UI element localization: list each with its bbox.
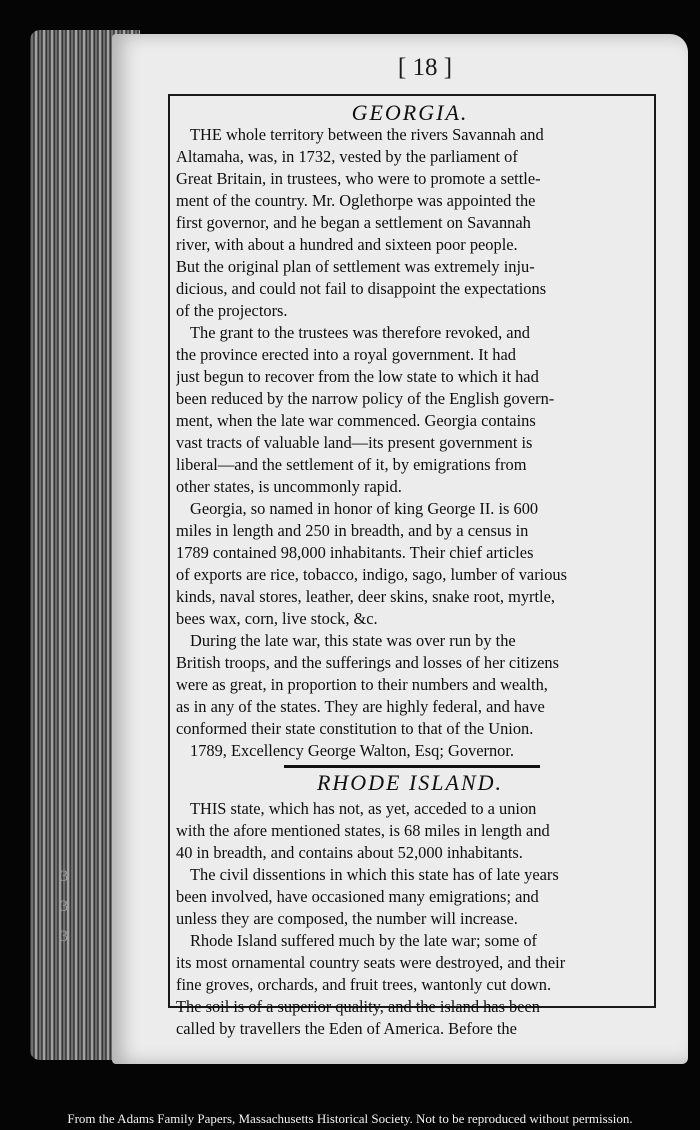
section-title-rhode-island: RHODE ISLAND. [316, 770, 504, 795]
body-line: river, with about a hundred and sixteen poor people. [176, 235, 518, 254]
body-line: During the late war, this state was over run by the [190, 631, 516, 650]
body-line: conformed their state constitution to that of the Union. [176, 719, 534, 738]
margin-mark: 3 [60, 928, 68, 945]
section-divider [284, 765, 540, 768]
body-line: Great Britain, in trustees, who were to promote a settle- [176, 169, 541, 188]
body-line: other states, is uncommonly rapid. [176, 477, 402, 496]
body-line: just begun to recover from the low state to which it had [176, 367, 539, 386]
body-line: ment, when the late war commenced. Georgia contains [176, 411, 536, 430]
body-line: of exports are rice, tobacco, indigo, sago, lumber of various [176, 565, 567, 584]
body-line: Rhode Island suffered much by the late war; some of [190, 931, 537, 950]
body-line: 40 in breadth, and contains about 52,000 inhabitants. [176, 843, 523, 862]
margin-mark: 3 [60, 898, 68, 915]
body-line: its most ornamental country seats were destroyed, and their [176, 953, 566, 972]
body-line: were as great, in proportion to their numbers and wealth, [176, 675, 548, 694]
body-line: the province erected into a royal government. It had [176, 345, 516, 364]
section-title-georgia: GEORGIA. [351, 100, 469, 125]
governor-line: 1789, Excellency George Walton, Esq; Governor. [190, 741, 514, 760]
body-line: British troops, and the sufferings and losses of her citizens [176, 653, 559, 672]
body-line: THIS state, which has not, as yet, acceded to a union [190, 799, 537, 818]
body-line: of the projectors. [176, 301, 288, 320]
body-line: ment of the country. Mr. Oglethorpe was appointed the [176, 191, 536, 210]
body-line: liberal—and the settlement of it, by emigrations from [176, 455, 527, 474]
body-line: Altamaha, was, in 1732, vested by the parliament of [176, 147, 518, 166]
body-line: unless they are composed, the number will increase. [176, 909, 518, 928]
body-line: Georgia, so named in honor of king George II. is 600 [190, 499, 539, 518]
body-line: with the afore mentioned states, is 68 miles in length and [176, 821, 550, 840]
body-line: 1789 contained 98,000 inhabitants. Their chief articles [176, 543, 534, 562]
body-line: been involved, have occasioned many emigrations; and [176, 887, 539, 906]
body-line: called by travellers the Eden of America. Before the [176, 1019, 517, 1038]
body-line: kinds, naval stores, leather, deer skins, snake root, myrtle, [176, 587, 555, 606]
copyright-footer: From the Adams Family Papers, Massachusetts Historical Society. Not to be reproduced without permission. [67, 1111, 633, 1126]
body-line: as in any of the states. They are highly federal, and have [176, 697, 545, 716]
body-line: first governor, and he began a settlement on Savannah [176, 213, 531, 232]
body-line: been reduced by the narrow policy of the English govern- [176, 389, 555, 408]
body-line: dicious, and could not fail to disappoint the expectations [176, 279, 547, 298]
body-line: But the original plan of settlement was extremely inju- [176, 257, 535, 276]
body-line: The civil dissentions in which this state has of late years [190, 865, 559, 884]
body-line: fine groves, orchards, and fruit trees, wantonly cut down. [176, 975, 552, 994]
page-number: [ 18 ] [397, 54, 453, 81]
body-line: vast tracts of valuable land—its present government is [176, 433, 533, 452]
body-line: THE whole territory between the rivers Savannah and [190, 125, 544, 144]
margin-mark: 3 [60, 868, 68, 885]
body-line: The grant to the trustees was therefore revoked, and [190, 323, 530, 342]
body-line: bees wax, corn, live stock, &c. [176, 609, 378, 628]
body-line: The soil is of a superior quality, and the island has been [176, 997, 540, 1016]
body-line: miles in length and 250 in breadth, and by a census in [176, 521, 529, 540]
